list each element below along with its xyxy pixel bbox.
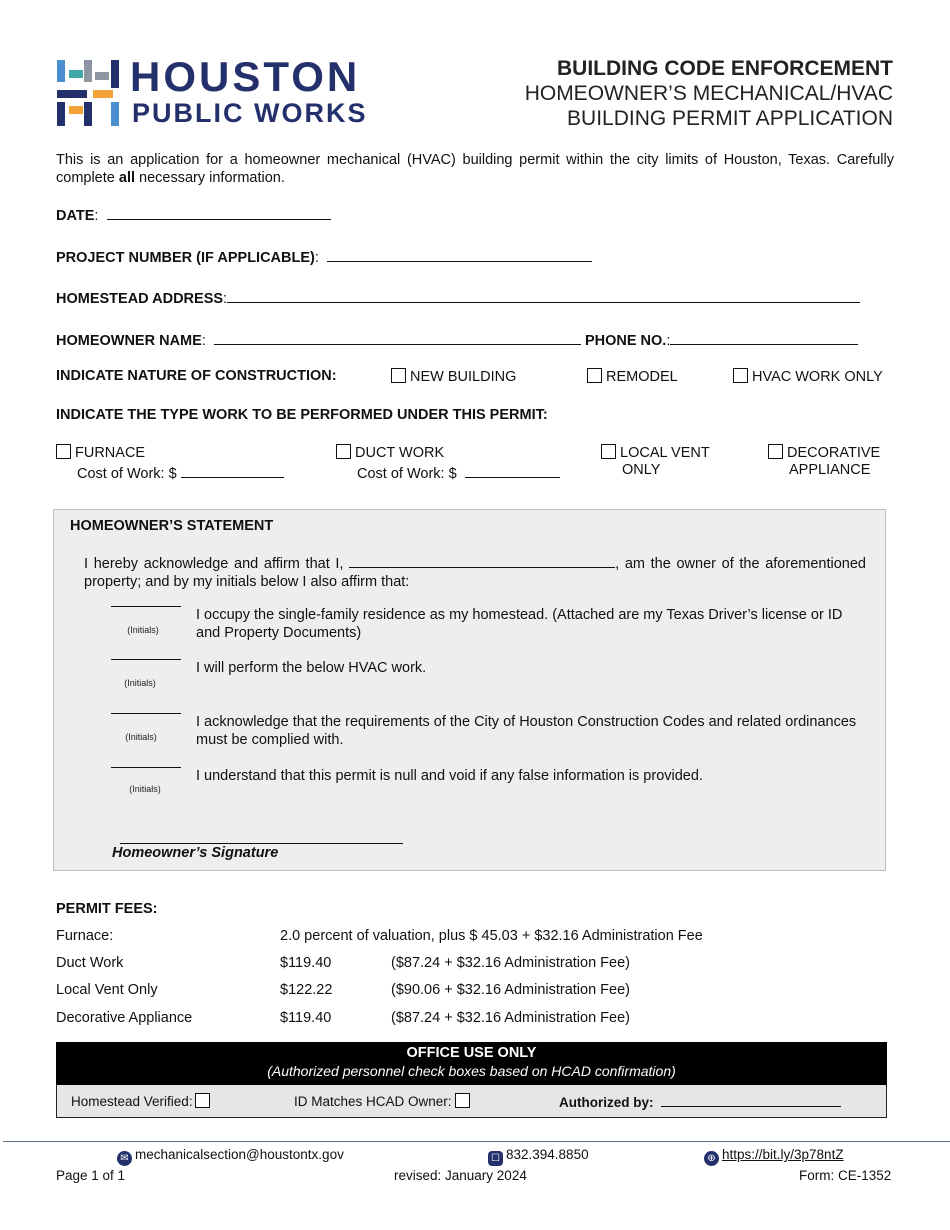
address-row: HOMESTEAD ADDRESS: [56,287,860,307]
homestead-verified[interactable] [71,1093,214,1109]
footer-email[interactable] [117,1147,344,1166]
footer-divider [3,1141,950,1142]
initials-label: (Initials) [127,625,159,635]
authorized-input[interactable] [661,1093,841,1107]
form-number: Form: CE-1352 [799,1168,892,1183]
office-use-header [56,1042,887,1085]
checkbox[interactable] [601,444,616,459]
construction-label: INDICATE NATURE OF CONSTRUCTION: [56,368,337,384]
header-title: HOMEOWNER’S MECHANICAL/HVAC [524,82,893,105]
signature-label: Homeowner’s Signature [112,845,279,861]
initials-label: (Initials) [125,732,157,742]
date-label: DATE [56,208,95,224]
fee-detail: ($90.06 + $32.16 Administration Fee) [391,982,630,998]
initials-label: (Initials) [124,678,156,688]
signature-input[interactable] [120,843,403,844]
footer-phone[interactable] [488,1147,589,1166]
footer-url[interactable] [704,1147,844,1166]
furnace-cost-row [77,462,284,482]
fee-name: Decorative Appliance [56,1010,193,1026]
fee-row [56,955,896,973]
option-furnace[interactable] [56,444,145,461]
fee-name: Local Vent Only [56,982,158,998]
affirmation-4: I understand that this permit is null and void if any false information is provided. [196,768,703,784]
project-number-row: PROJECT NUMBER (IF APPLICABLE): [56,246,592,266]
globe-icon: ⊕ [704,1151,719,1166]
phone-text[interactable]: 832.394.8850 [506,1147,589,1162]
option-label: NEW BUILDING [410,369,517,385]
option-remodel[interactable] [587,368,678,385]
phone-icon: ☐ [488,1151,503,1166]
fee-amount: $122.22 [280,982,333,998]
office-use-title: OFFICE USE ONLY [406,1045,537,1061]
url-link[interactable]: https://bit.ly/3p78ntZ [722,1147,844,1162]
option-label: HVAC WORK ONLY [752,369,883,385]
header-subtitle: BUILDING PERMIT APPLICATION [567,107,893,130]
homestead-label: Homestead Verified: [71,1094,193,1109]
initials-input-2[interactable] [111,659,181,660]
work-type-label: INDICATE THE TYPE WORK TO BE PERFORMED UNDER THIS PERMIT: [56,407,548,423]
statement-title: HOMEOWNER’S STATEMENT [70,518,274,534]
authorized-label: Authorized by: [559,1095,654,1110]
option-decorative-appliance[interactable] [768,444,880,461]
option-label: DUCT WORK [355,445,445,461]
checkbox[interactable] [768,444,783,459]
phone-input[interactable] [670,329,858,345]
option-label: REMODEL [606,369,678,385]
project-number-input[interactable] [327,246,592,262]
fee-detail: ($87.24 + $32.16 Administration Fee) [391,955,630,971]
intro-bold: all [118,170,135,186]
affirmation-2: I will perform the below HVAC work. [196,660,427,676]
checkbox[interactable] [391,368,406,383]
initials-input-4[interactable] [111,767,181,768]
revised-date: revised: January 2024 [394,1168,527,1183]
fee-name: Furnace: [56,928,114,944]
homestead-checkbox[interactable] [195,1093,210,1108]
authorized-by [559,1093,841,1110]
cost-label: Cost of Work: $ [357,466,457,482]
intro-text-end: necessary information. [135,170,285,186]
intro-paragraph [56,151,894,187]
houston-public-works-logo-icon [57,60,121,126]
id-matches-label: ID Matches HCAD Owner: [294,1094,452,1109]
cost-label: Cost of Work: $ [77,466,177,482]
option-duct-work[interactable] [336,444,444,461]
logo-subtitle: PUBLIC WORKS [132,98,368,128]
email-icon: ✉ [117,1151,132,1166]
permit-fees-title: PERMIT FEES: [56,901,158,917]
option-label: DECORATIVE [787,445,881,461]
fee-row [56,928,896,946]
email-text[interactable]: mechanicalsection@houstontx.gov [135,1147,344,1162]
owner-name-input[interactable] [214,329,581,345]
statement-text-end: , am the owner of the aforementioned property; and by my initials below I also affirm that: [84,556,866,590]
fee-amount: 2.0 percent of valuation, plus $ 45.03 + $32.16 Administration Fee [280,928,703,944]
header-department: BUILDING CODE ENFORCEMENT [557,57,893,80]
fee-amount: $119.40 [280,1010,332,1026]
affirmation-1: I occupy the single-family residence as my homestead. (Attached are my Texas Driver’s license or ID and Property Documents) [196,607,843,641]
affirmation-3: I acknowledge that the requirements of the City of Houston Construction Codes and related ordinances must be complied with. [196,714,857,748]
office-use-body [56,1085,887,1118]
fee-name: Duct Work [56,955,124,971]
option-label: FURNACE [75,445,146,461]
option-local-vent[interactable] [601,444,710,461]
option-new-building[interactable] [391,368,516,385]
id-matches-checkbox[interactable] [455,1093,470,1108]
date-input[interactable] [107,204,331,220]
fee-row [56,982,896,1000]
checkbox[interactable] [336,444,351,459]
fee-row [56,1010,896,1028]
initials-input-3[interactable] [111,713,181,714]
office-use-subtitle: (Authorized personnel check boxes based on HCAD confirmation) [267,1063,676,1079]
address-label: HOMESTEAD ADDRESS [56,291,224,307]
project-number-label: PROJECT NUMBER (IF APPLICABLE) [56,250,315,266]
owner-label: HOMEOWNER NAME [56,333,202,349]
duct-cost-row [357,462,560,482]
date-row: DATE: [56,204,331,224]
option-hvac-only[interactable] [733,368,883,385]
initials-input-1[interactable] [111,606,181,607]
fee-detail: ($87.24 + $32.16 Administration Fee) [391,1010,630,1026]
owner-row: HOMEOWNER NAME: PHONE NO.: [56,329,896,349]
statement-text: I hereby acknowledge and affirm that I, [84,556,344,572]
intro-text: This is an application for a homeowner mechanical (HVAC) building permit within the city limits of Houston, Texas. Carefully complete [56,152,894,186]
phone-label: PHONE NO. [584,333,667,349]
logo-title: HOUSTON [130,53,361,100]
id-matches[interactable] [294,1093,474,1109]
page-number: Page 1 of 1 [56,1168,126,1183]
statement-paragraph [84,552,866,591]
option-local-vent-line2: ONLY [622,462,661,478]
option-label: LOCAL VENT [620,445,710,461]
address-input[interactable] [227,287,860,303]
checkbox[interactable] [56,444,71,459]
checkbox[interactable] [733,368,748,383]
furnace-cost-input[interactable] [181,462,284,478]
checkbox[interactable] [587,368,602,383]
option-decorative-line2: APPLIANCE [789,462,871,478]
fee-amount: $119.40 [280,955,332,971]
initials-label: (Initials) [129,784,161,794]
duct-cost-input[interactable] [465,462,560,478]
owner-name-affirm-input[interactable] [349,552,615,568]
